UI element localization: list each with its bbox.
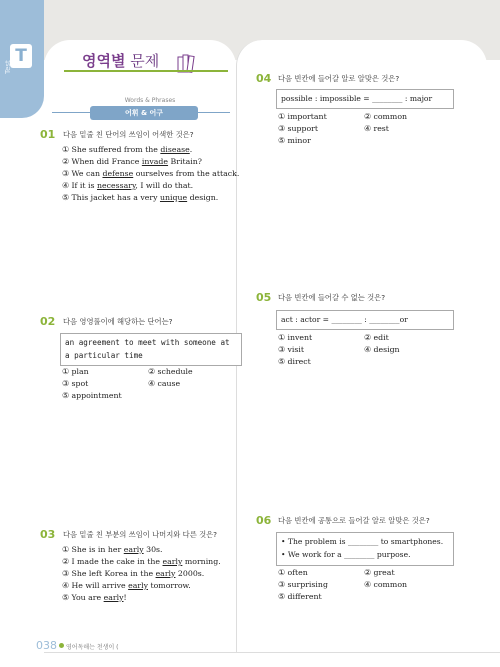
sentence-line: • We work for a ________ purpose.	[281, 550, 411, 559]
option[interactable]: ② When did France invade Britain?	[62, 157, 202, 166]
option[interactable]: ③ She left Korea in the early 2000s.	[62, 569, 205, 578]
footer-rule	[44, 652, 500, 653]
question-text: 다음 빈칸에 들어갈 수 없는 것은?	[278, 293, 386, 302]
option[interactable]: ④ He will arrive early tomorrow.	[62, 581, 191, 590]
question-text: 다음 빈칸에 들어갈 알로 알맞은 것은?	[278, 74, 400, 83]
option[interactable]: ⑤ You are early!	[62, 593, 127, 602]
page-title	[82, 50, 159, 71]
option[interactable]: ③ spot	[62, 379, 89, 388]
option[interactable]: ① often	[278, 568, 308, 577]
leaf-icon	[59, 643, 64, 648]
option[interactable]: ⑤ appointment	[62, 391, 122, 400]
question-text: 다음 영영풀이에 해당하는 단어는?	[63, 317, 173, 326]
analogy-box: act : actor = ________ : ________or	[276, 310, 454, 330]
title-bold: 영역별	[82, 52, 126, 70]
q1-options	[62, 144, 239, 204]
option[interactable]: ④ cause	[148, 379, 181, 388]
q3-options	[62, 544, 221, 604]
question-number: 03	[40, 528, 56, 541]
title-thin: 문제	[125, 52, 160, 70]
option[interactable]: ① plan	[62, 367, 89, 376]
tab-label: Test	[4, 60, 12, 74]
question-text: 다음 밑줄 친 단어의 쓰임이 어색한 것은?	[63, 130, 194, 139]
option[interactable]: ① She is in her early 30s.	[62, 545, 163, 554]
question-number: 02	[40, 315, 56, 328]
question-text: 다음 밑줄 친 부분의 쓰임이 나머지와 다른 것은?	[63, 530, 218, 539]
option[interactable]: ⑤ minor	[278, 136, 311, 145]
analogy-box: possible : impossible = ________ : major	[276, 89, 454, 109]
option[interactable]: ① She suffered from the disease.	[62, 145, 193, 154]
option[interactable]: ② great	[364, 568, 395, 577]
option[interactable]: ③ We can defense ourselves from the attack.	[62, 169, 240, 178]
question-number: 06	[256, 514, 272, 527]
section-category: Words & Phrases	[124, 97, 176, 104]
page-footer	[36, 639, 119, 652]
question-text: 다음 빈칸에 공통으로 들어갈 알로 알맞은 것은?	[278, 516, 430, 525]
option[interactable]: ④ design	[364, 345, 400, 354]
option[interactable]: ③ surprising	[278, 580, 328, 589]
option[interactable]: ⑤ direct	[278, 357, 311, 366]
book-title: 영어독해는 천생이 (	[66, 644, 119, 651]
option[interactable]: ⑤ different	[278, 592, 322, 601]
option[interactable]: ① invent	[278, 333, 313, 342]
page-number: 038	[36, 639, 57, 652]
option[interactable]: ⑤ This jacket has a very unique design.	[62, 193, 219, 202]
option[interactable]: ③ visit	[278, 345, 304, 354]
question-number: 01	[40, 128, 56, 141]
option[interactable]: ② edit	[364, 333, 389, 342]
question-number: 04	[256, 72, 272, 85]
definition-box: an agreement to meet with someone at a particular time	[60, 333, 242, 366]
option[interactable]: ② common	[364, 112, 408, 121]
option[interactable]: ④ If it is necessary, I will do that.	[62, 181, 194, 190]
tab-letter: T	[10, 44, 32, 68]
option[interactable]: ③ support	[278, 124, 319, 133]
question-number: 05	[256, 291, 272, 304]
sentence-box	[276, 532, 454, 566]
option[interactable]: ④ rest	[364, 124, 389, 133]
option[interactable]: ④ common	[364, 580, 408, 589]
option[interactable]: ② schedule	[148, 367, 193, 376]
sentence-line: • The problem is ________ to smartphones.	[281, 537, 444, 546]
title-underline	[64, 70, 228, 72]
option[interactable]: ① important	[278, 112, 327, 121]
section-pill: 어휘 & 어구	[90, 106, 198, 120]
option[interactable]: ② I made the cake in the early morning.	[62, 557, 221, 566]
